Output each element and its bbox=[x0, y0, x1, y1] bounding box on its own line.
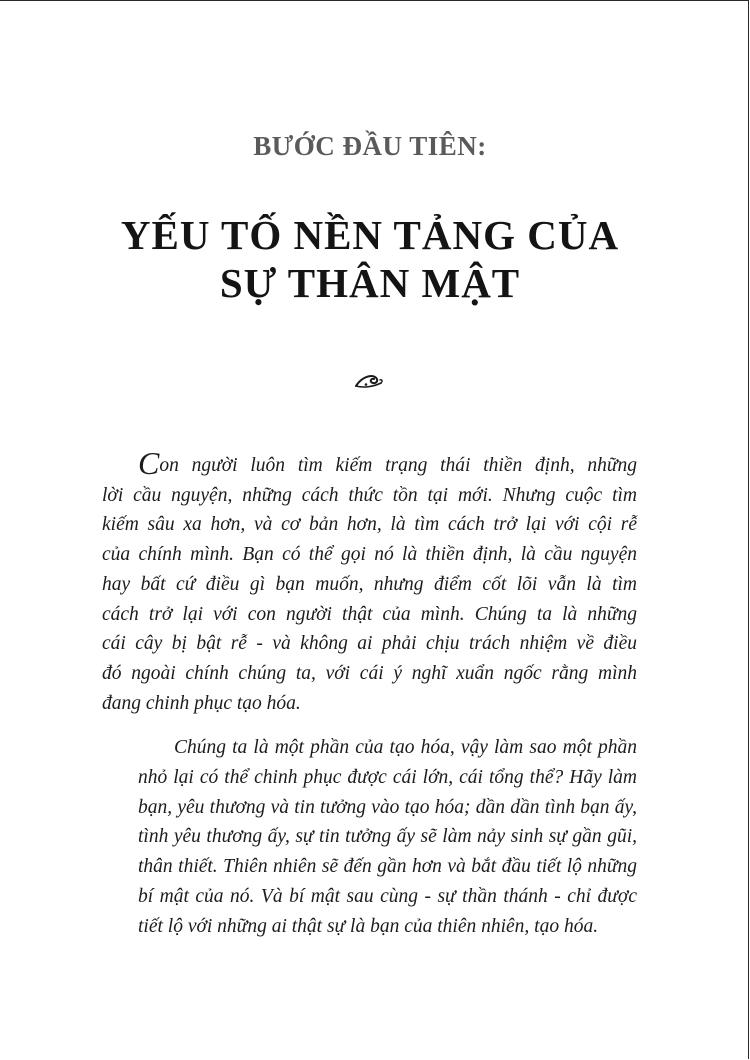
paragraph-1 bbox=[102, 445, 637, 718]
paragraph-line: cái cây bị bật rễ - và không ai phải chịu trách nhiệm về điều bbox=[102, 633, 637, 655]
paragraph-line: nhỏ lại có thể chinh phục được cái lớn, cái tổng thể? Hãy làm bbox=[138, 767, 637, 789]
paragraph-line: cách trở lại với con người thật của mình. Chúng ta là những bbox=[102, 603, 637, 625]
paragraph-line: của chính mình. Bạn có thể gọi nó là thiền định, là cầu nguyện bbox=[102, 544, 637, 566]
paragraph-line: thân thiết. Thiên nhiên sẽ đến gần hơn và bắt đầu tiết lộ những bbox=[138, 856, 637, 878]
paragraph-line: đang chinh phục tạo hóa. bbox=[102, 692, 301, 714]
paragraph-line: bí mật của nó. Và bí mật sau cùng - sự thần thánh - chỉ được bbox=[138, 885, 637, 907]
body-text bbox=[102, 445, 637, 941]
drop-cap: C bbox=[138, 445, 160, 481]
paragraph-line: tiết lộ với những ai thật sự là bạn của thiên nhiên, tạo hóa. bbox=[138, 915, 599, 937]
paragraph-2 bbox=[102, 733, 637, 941]
paragraph-line-text: on người luôn tìm kiếm trạng thái thiền định, những bbox=[159, 455, 637, 476]
paragraph-line: hay bất cứ điều gì bạn muốn, nhưng điểm cốt lõi vẫn là tìm bbox=[102, 573, 637, 595]
paragraph-line: kiếm sâu xa hơn, và cơ bản hơn, là tìm cách trở lại với cội rễ bbox=[102, 514, 637, 536]
paragraph-line: bạn, yêu thương và tin tưởng vào tạo hóa; dần dần tình bạn ấy, bbox=[138, 796, 637, 818]
swirl-ornament-icon bbox=[353, 369, 385, 391]
paragraph-line: đó ngoài chính chúng ta, với cái ý nghĩ xuẩn ngốc rằng mình bbox=[102, 662, 637, 684]
chapter-kicker: BƯỚC ĐẦU TIÊN: bbox=[253, 131, 487, 161]
paragraph-line: lời cầu nguyện, những cách thức tồn tại mới. Nhưng cuộc tìm bbox=[102, 484, 637, 506]
paragraph-line: Chúng ta là một phần của tạo hóa, vậy làm sao một phần bbox=[174, 737, 637, 759]
chapter-title-line-2: SỰ THÂN MẬT bbox=[219, 260, 521, 306]
chapter-title bbox=[0, 211, 740, 307]
chapter-title-line-1: YẾU TỐ NỀN TẢNG CỦA bbox=[120, 212, 620, 258]
paragraph-line bbox=[102, 445, 637, 481]
paragraph-line: tình yêu thương ấy, sự tin tưởng ấy sẽ làm nảy sinh sự gần gũi, bbox=[138, 826, 637, 848]
